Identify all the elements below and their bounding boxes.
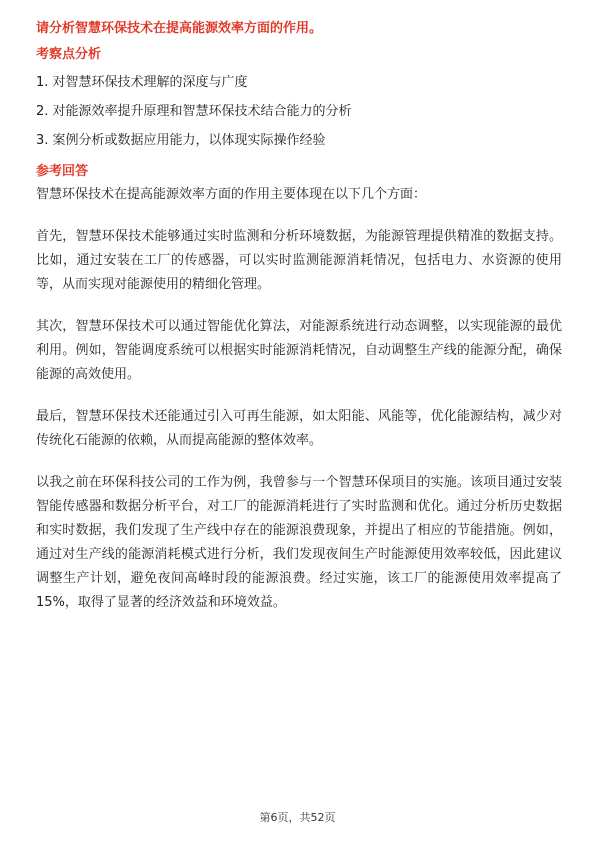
analysis-point: 3. 案例分析或数据应用能力，以体现实际操作经验: [36, 133, 326, 148]
analysis-points: [36, 68, 562, 155]
page-number: 第6页，共52页: [259, 811, 336, 824]
answer-intro: 智慧环保技术在提高能源效率方面的作用主要体现在以下几个方面：: [36, 187, 427, 202]
question-heading: 请分析智慧环保技术在提高能源效率方面的作用。: [36, 21, 323, 36]
answer-paragraph: 最后，智慧环保技术还能通过引入可再生能源，如太阳能、风能等，优化能源结构，减少对传统化石能源的依赖，从而提高能源的整体效率。: [36, 409, 562, 448]
analysis-point: 2. 对能源效率提升原理和智慧环保技术结合能力的分析: [36, 104, 352, 119]
page-content: [36, 18, 562, 615]
answer-paragraph: 其次，智慧环保技术可以通过智能优化算法，对能源系统进行动态调整，以实现能源的最优利用。例如，智能调度系统可以根据实时能源消耗情况，自动调整生产线的能源分配，确保能源的高效使用。: [36, 319, 562, 382]
answer-paragraph: 首先，智慧环保技术能够通过实时监测和分析环境数据，为能源管理提供精准的数据支持。比如，通过安装在工厂的传感器，可以实时监测能源消耗情况，包括电力、水资源的使用等，从而实现对能源使用的精细化管理。: [36, 229, 562, 292]
answer-title: 参考回答: [36, 164, 89, 179]
answer-paragraph: 以我之前在环保科技公司的工作为例，我曾参与一个智慧环保项目的实施。该项目通过安装智能传感器和数据分析平台，对工厂的能源消耗进行了实时监测和优化。通过分析历史数据和实时数据，我们发现了生产线中存在的能源浪费现象，并提出了相应的节能措施。例如，通过对生产线的能源消耗模式进行分析，我们发现夜间生产时能源使用效率较低，因此建议调整生产计划，避免夜间高峰时段的能源浪费。经过实施，该工厂的能源使用效率提高了15%，取得了显著的经济效益和环境效益。: [36, 475, 562, 610]
analysis-title: 考察点分析: [36, 47, 102, 62]
analysis-point: 1. 对智慧环保技术理解的深度与广度: [36, 75, 248, 90]
